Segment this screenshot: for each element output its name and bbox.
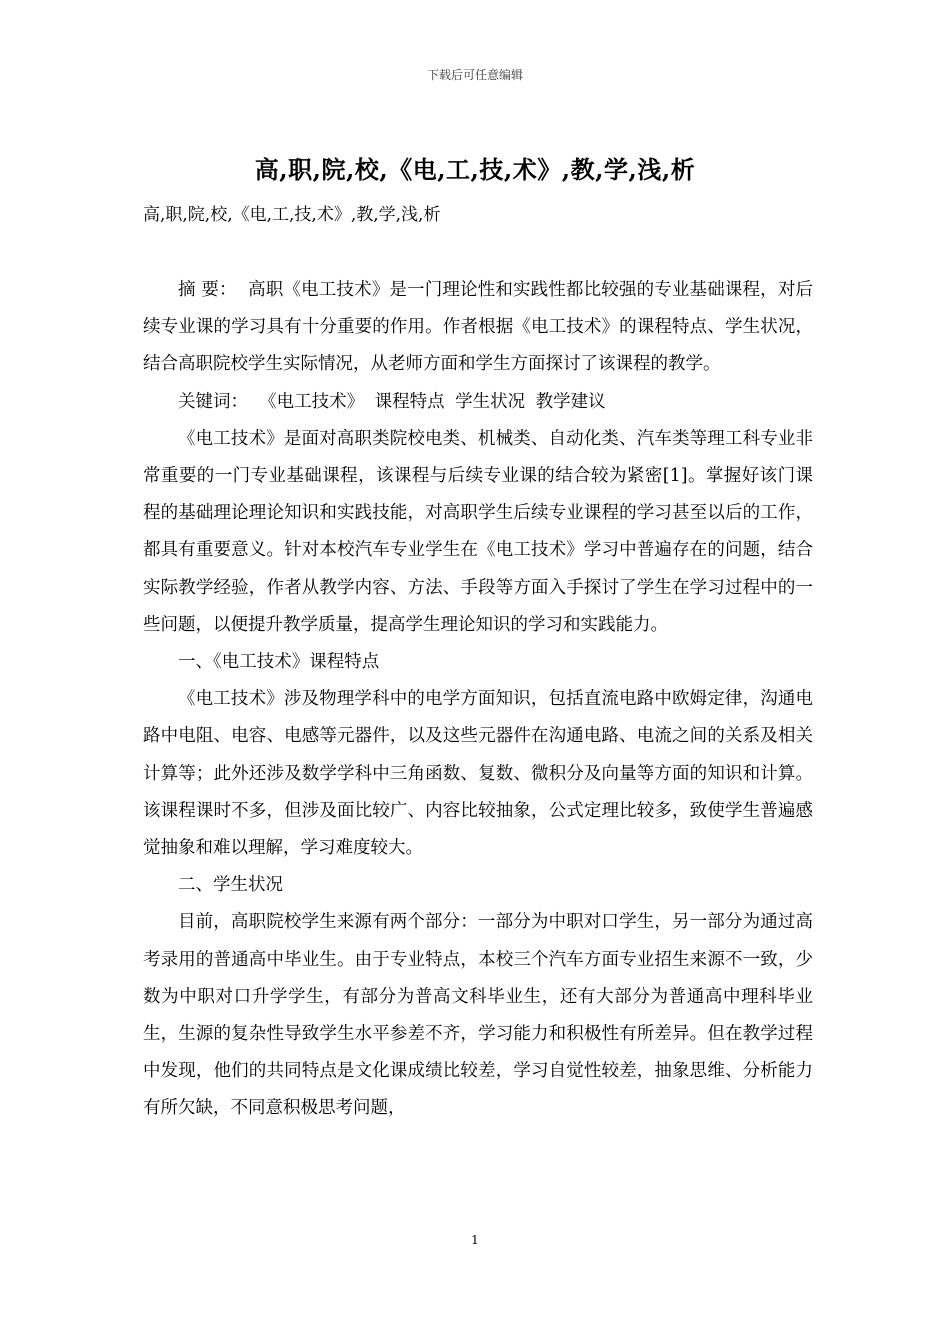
- section-paragraph: 目前，高职院校学生来源有两个部分：一部分为中职对口学生，另一部分为通过高考录用的普通高中毕业生。由于专业特点，本校三个汽车方面专业招生来源不一致，少数为中职对口升学学生，有部分为普高文科毕业生，还有大部分为普通高中理科毕业生，生源的复杂性导致学生水平参差不齐，学习能力和积极性有所差异。但在教学过程中发现，他们的共同特点是文化课成绩比较差，学习自觉性较差，抽象思维、分析能力有所欠缺，不同意积极思考问题，: [143, 912, 813, 1119]
- keywords-label: 关键词：: [178, 391, 248, 412]
- header-note: 下载后可任意编辑: [426, 68, 523, 82]
- page-title: 高,职,院,校,《电,工,技,术》,教,学,浅,析: [254, 155, 696, 184]
- document-body: [143, 272, 813, 1128]
- section-paragraph: 《电工技术》涉及物理学科中的电学方面知识，包括直流电路中欧姆定律，沟通电路中电阻、电容、电感等元器件，以及这些元器件在沟通电路、电流之间的关系及相关计算等；此外还涉及数学学科中三角函数、复数、微积分及向量等方面的知识和计算。该课程课时不多，但涉及面比较广、内容比较抽象，公式定理比较多，致使学生普遍感觉抽象和难以理解，学习难度较大。: [143, 689, 813, 859]
- keyword-item: 学生状况: [455, 391, 526, 412]
- keyword-item: 《电工技术》: [259, 391, 365, 412]
- abstract-text: 高职《电工技术》是一门理论性和实践性都比较强的专业基础课程，对后续专业课的学习具有十分重要的作用。作者根据《电工技术》的课程特点、学生状况，结合高职院校学生实际情况，从老师方面和学生方面探讨了该课程的教学。: [143, 280, 813, 375]
- keywords-paragraph: [143, 384, 813, 421]
- abstract-label: 摘 要：: [178, 280, 237, 300]
- intro-paragraph: 《电工技术》是面对高职类院校电类、机械类、自动化类、汽车类等理工科专业非常重要的一门专业基础课程，该课程与后续专业课的结合较为紧密[1]。掌握好该门课程的基础理论理论知识和实践技能，对高职学生后续专业课程的学习甚至以后的工作，都具有重要意义。针对本校汽车专业学生在《电工技术》学习中普遍存在的问题，结合实际教学经验，作者从教学内容、方法、手段等方面入手探讨了学生在学习过程中的一些问题，以便提升教学质量，提高学生理论知识的学习和实践能力。: [143, 428, 813, 635]
- section-heading: 二、学生状况: [178, 875, 283, 896]
- page-number: 1: [471, 1233, 479, 1247]
- abstract-paragraph: [143, 272, 813, 384]
- section-heading: 一、《电工技术》课程特点: [178, 652, 380, 673]
- subtitle: 高,职,院,校,《电,工,技,术》,教,学,浅,析: [143, 205, 441, 225]
- keyword-item: 课程特点: [374, 391, 445, 412]
- keyword-item: 教学建议: [535, 391, 606, 412]
